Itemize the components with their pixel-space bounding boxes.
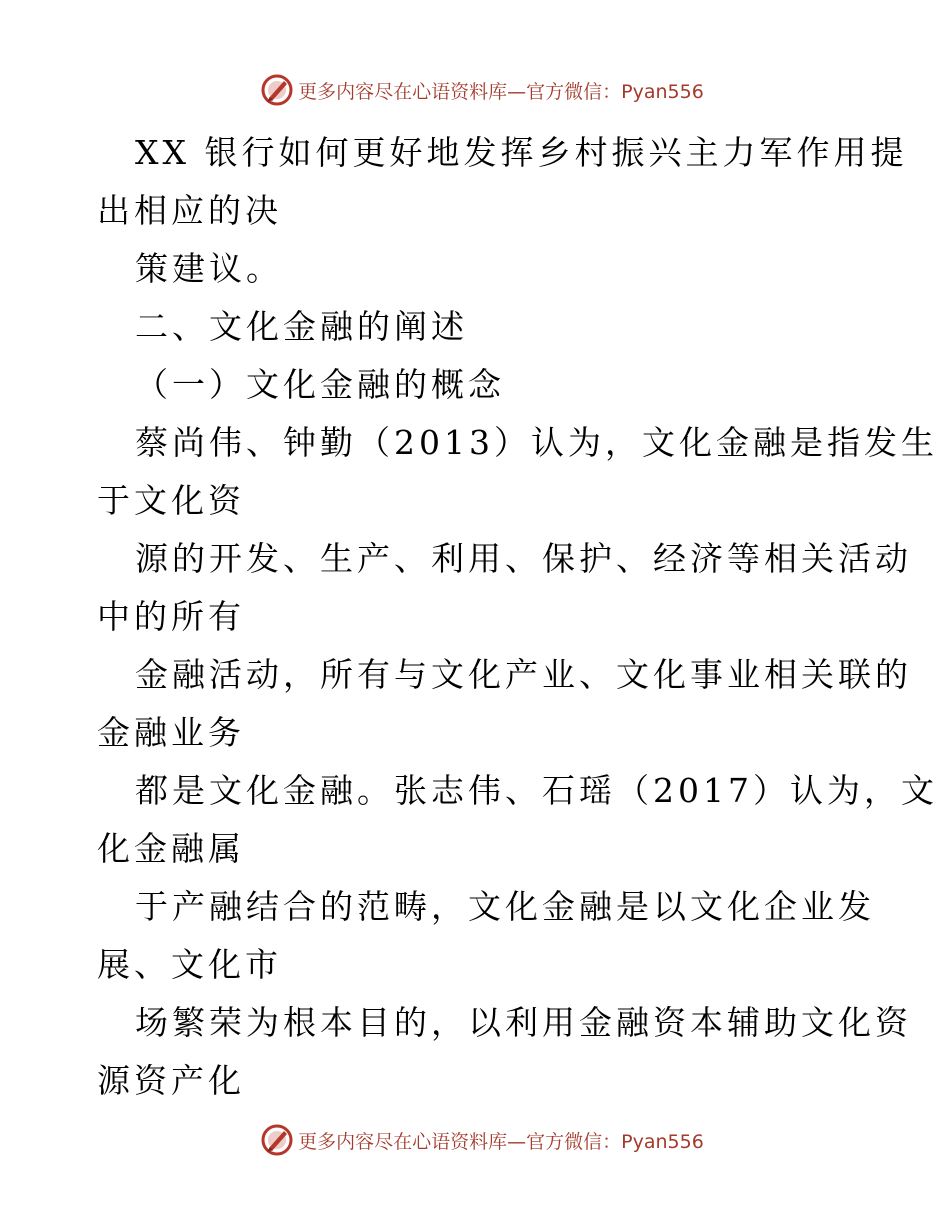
text-line: 中的所有 [97, 597, 245, 636]
text-line: 蔡尚伟、钟勤（2013）认为，文化金融是指发生 [135, 423, 938, 462]
document-body [97, 124, 938, 1110]
footer-banner [0, 1120, 950, 1160]
text-line: 二、文化金融的阐述 [135, 307, 468, 346]
seal-logo-icon [260, 73, 294, 107]
text-line: 化金融属 [97, 829, 245, 868]
text-line: 金融活动，所有与文化产业、文化事业相关联的 [135, 655, 912, 694]
text-line: 于文化资 [97, 481, 245, 520]
header-banner-content [260, 73, 704, 107]
text-line: XX 银行如何更好地发挥乡村振兴主力军作用提 [135, 133, 908, 172]
footer-banner-text: 更多内容尽在心语资料库—官方微信：Pyan556 [298, 1130, 704, 1153]
text-line: 策建议。 [135, 249, 283, 288]
text-line: 展、文化市 [97, 945, 282, 984]
text-line: 出相应的决 [97, 191, 282, 230]
text-line: 源资产化 [97, 1061, 245, 1100]
footer-banner-content [260, 1123, 704, 1157]
text-line: 源的开发、生产、利用、保护、经济等相关活动 [135, 539, 912, 578]
seal-logo-icon [260, 1123, 294, 1157]
text-line: 场繁荣为根本目的，以利用金融资本辅助文化资 [135, 1003, 912, 1042]
text-line: 都是文化金融。张志伟、石瑶（2017）认为，文 [135, 771, 938, 810]
text-line: （一）文化金融的概念 [135, 365, 505, 404]
text-line: 金融业务 [97, 713, 245, 752]
text-line: 于产融结合的范畴，文化金融是以文化企业发 [135, 887, 875, 926]
header-banner [0, 70, 950, 110]
header-banner-text: 更多内容尽在心语资料库—官方微信：Pyan556 [298, 80, 704, 103]
